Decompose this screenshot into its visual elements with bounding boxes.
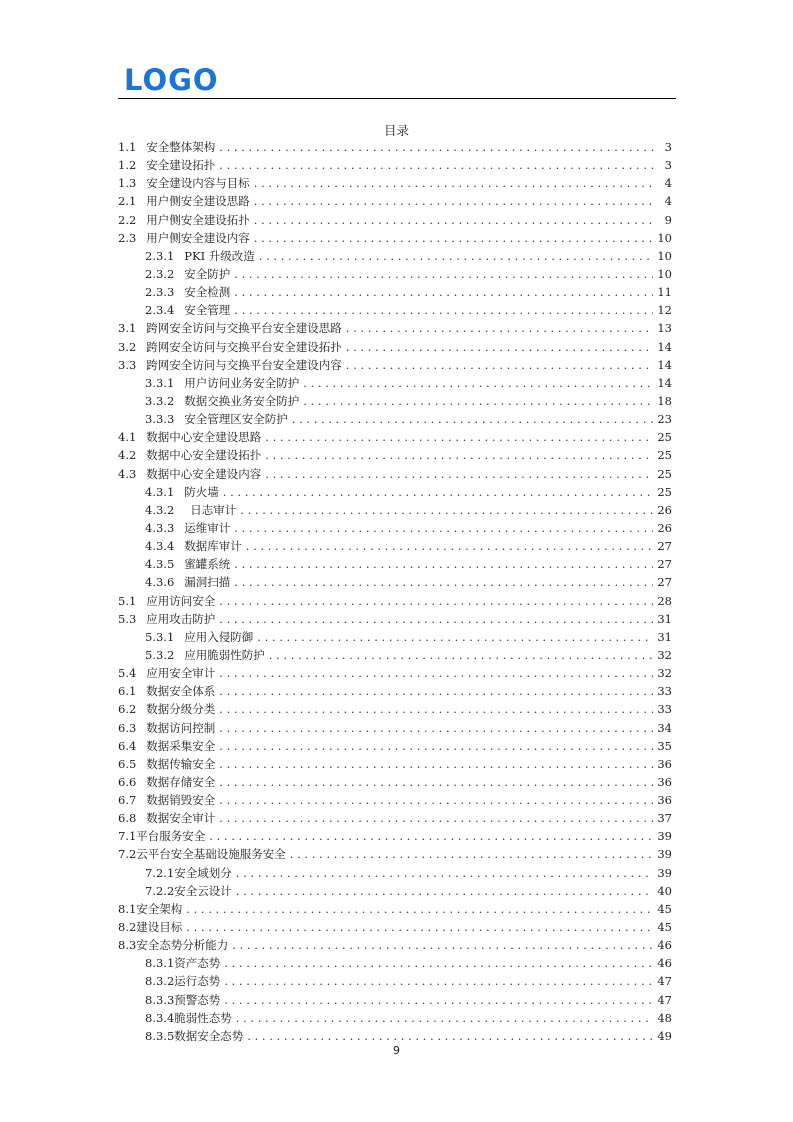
toc-entry[interactable] (118, 827, 676, 845)
toc-entry-title: 日志审计 (190, 502, 237, 517)
toc-entry-leader-dots (224, 991, 653, 1009)
toc-entry[interactable] (118, 1009, 676, 1027)
toc-entry-leader-dots (247, 1027, 653, 1045)
toc-entry-page: 25 (657, 466, 672, 481)
toc-entry-page: 33 (657, 684, 672, 699)
toc-entry-number: 6.2 (118, 702, 137, 717)
toc-entry-leader-dots (257, 628, 653, 646)
toc-entry-title: 安全架构 (136, 901, 183, 916)
toc-entry-number: 1.1 (118, 140, 137, 154)
toc-entry-leader-dots (236, 882, 654, 900)
toc-entry-leader-dots (223, 483, 654, 501)
toc-entry-number: 6.3 (118, 720, 137, 735)
toc-entry-leader-dots (254, 192, 654, 210)
toc-entry-page: 13 (657, 321, 672, 336)
toc-entry-page: 39 (657, 865, 672, 880)
toc-entry-title: 数据采集安全 (146, 738, 216, 753)
toc-entry-number: 1.2 (118, 158, 137, 173)
toc-entry-number: 2.3 (118, 230, 137, 245)
toc-entry-title: 安全管理区安全防护 (184, 412, 288, 427)
toc-entry-leader-dots (346, 356, 654, 374)
toc-entry-leader-dots (254, 211, 654, 229)
toc-entry[interactable] (118, 301, 676, 319)
toc-entry-leader-dots (224, 972, 653, 990)
toc-entry-page: 4 (664, 176, 672, 191)
toc-entry-title: 应用访问安全 (146, 593, 216, 608)
logo: LOGO (124, 63, 219, 97)
toc-entry-number: 2.3.2 (145, 266, 175, 281)
toc-entry-title: 安全整体架构 (146, 140, 216, 154)
toc-entry-title: 安全建设内容与目标 (146, 176, 250, 191)
toc-entry-number: 4.3.4 (145, 539, 175, 554)
toc-entry-page: 3 (664, 158, 672, 173)
toc-entry-leader-dots (236, 1009, 654, 1027)
toc-entry-number: 3.3 (118, 357, 137, 372)
toc-entry-title: 平台服务安全 (136, 829, 206, 844)
toc-entry[interactable] (118, 573, 676, 591)
toc-entry[interactable] (118, 954, 676, 972)
toc-entry[interactable] (118, 918, 676, 936)
toc-entry-page: 47 (657, 992, 672, 1007)
toc-entry[interactable] (118, 338, 676, 356)
toc-entry-title: 安全检测 (184, 285, 231, 300)
toc-entry-leader-dots (234, 573, 653, 591)
toc-entry-leader-dots (219, 592, 653, 610)
toc-entry-title: 数据安全审计 (146, 811, 216, 826)
toc-entry-number: 5.4 (118, 666, 137, 681)
toc-entry-page: 10 (657, 266, 672, 281)
toc-entry-number: 8.3.5 (145, 1028, 175, 1043)
toc-entry-title: 安全态势分析能力 (136, 938, 229, 953)
toc-entry-page: 32 (657, 666, 672, 681)
toc-entry-number: 4.3.3 (145, 520, 175, 535)
toc-entry-title: PKI 升级改造 (184, 248, 255, 263)
toc-entry-number: 5.3.1 (145, 629, 175, 644)
toc-entry-leader-dots (254, 174, 654, 192)
toc-entry-leader-dots (219, 138, 654, 156)
toc-entry-title: 蜜罐系统 (184, 557, 231, 572)
toc-entry[interactable] (118, 1027, 676, 1045)
toc-entry-leader-dots (303, 392, 653, 410)
toc-entry[interactable] (118, 809, 676, 827)
toc-entry-leader-dots (219, 156, 654, 174)
toc-entry-title: 应用脆弱性防护 (184, 647, 265, 662)
toc-entry-page: 10 (657, 230, 672, 245)
toc-entry-title: 数据传输安全 (146, 756, 216, 771)
toc-entry-number: 6.8 (118, 811, 137, 826)
toc-entry-leader-dots (303, 374, 653, 392)
toc-entry-title: 建设目标 (136, 920, 183, 935)
toc-entry-leader-dots (186, 918, 653, 936)
toc-entry[interactable] (118, 410, 676, 428)
toc-entry[interactable] (118, 991, 676, 1009)
toc-entry-page: 45 (657, 920, 672, 935)
toc-entry-page: 26 (657, 502, 672, 517)
toc-entry[interactable] (118, 265, 676, 283)
toc-entry-page: 27 (657, 557, 672, 572)
toc-entry-page: 26 (657, 520, 672, 535)
toc-entry[interactable] (118, 972, 676, 990)
toc-entry-page: 36 (657, 774, 672, 789)
toc-entry-leader-dots (246, 537, 654, 555)
toc-entry-leader-dots (219, 791, 653, 809)
table-of-contents (118, 138, 676, 1045)
toc-entry-leader-dots (234, 301, 653, 319)
toc-entry-title: 用户访问业务安全防护 (184, 375, 300, 390)
toc-entry-number: 3.3.3 (145, 412, 175, 427)
toc-entry-title: 数据分级分类 (146, 702, 216, 717)
toc-entry-title: 安全域划分 (174, 865, 232, 880)
toc-entry-page: 47 (657, 974, 672, 989)
toc-entry-leader-dots (259, 247, 654, 265)
toc-entry-page: 34 (657, 720, 672, 735)
toc-entry-page: 36 (657, 793, 672, 808)
toc-entry-title: 数据中心安全建设拓扑 (146, 448, 262, 463)
toc-entry-leader-dots (224, 954, 653, 972)
toc-entry[interactable] (118, 465, 676, 483)
toc-entry-leader-dots (290, 845, 654, 863)
toc-entry-title: 用户侧安全建设思路 (146, 194, 250, 209)
toc-entry-number: 3.1 (118, 321, 137, 336)
toc-entry-title: 防火墙 (184, 484, 219, 499)
toc-entry[interactable] (118, 900, 676, 918)
toc-entry-number: 5.3.2 (145, 647, 175, 662)
toc-entry[interactable] (118, 211, 676, 229)
toc-entry-number: 7.2 (118, 847, 137, 862)
toc-entry-number: 3.3.1 (145, 375, 175, 390)
toc-entry-leader-dots (265, 428, 653, 446)
toc-entry-title: 资产态势 (174, 956, 221, 971)
toc-entry-page: 14 (657, 357, 672, 372)
toc-entry-number: 4.3.2 (145, 502, 175, 517)
toc-entry-leader-dots (234, 283, 653, 301)
toc-entry[interactable] (118, 936, 676, 954)
toc-entry-number: 2.3.1 (145, 248, 175, 263)
toc-entry-leader-dots (292, 410, 654, 428)
toc-entry-leader-dots (254, 229, 654, 247)
toc-entry[interactable] (118, 319, 676, 337)
toc-entry-number: 7.2.1 (145, 865, 175, 880)
toc-entry-page: 27 (657, 539, 672, 554)
toc-entry-number: 6.1 (118, 684, 137, 699)
toc-entry-page: 40 (657, 883, 672, 898)
toc-entry-title: 数据安全体系 (146, 684, 216, 699)
toc-entry[interactable] (118, 247, 676, 265)
toc-entry-page: 14 (657, 375, 672, 390)
toc-entry-leader-dots (234, 555, 653, 573)
toc-entry-leader-dots (186, 900, 653, 918)
toc-entry[interactable] (118, 428, 676, 446)
toc-entry-number: 5.1 (118, 593, 137, 608)
toc-entry[interactable] (118, 737, 676, 755)
toc-entry-title: 数据中心安全建设内容 (146, 466, 262, 481)
toc-entry-title: 跨网安全访问与交换平台安全建设拓扑 (146, 339, 342, 354)
toc-entry-title: 数据存储安全 (146, 774, 216, 789)
toc-entry[interactable] (118, 864, 676, 882)
toc-entry-leader-dots (265, 465, 653, 483)
toc-entry[interactable] (118, 229, 676, 247)
toc-entry-page: 11 (657, 285, 672, 300)
toc-entry-page: 39 (657, 829, 672, 844)
toc-entry-title: 应用攻击防护 (146, 611, 216, 626)
toc-entry-number: 2.3.4 (145, 303, 175, 318)
toc-entry-leader-dots (265, 446, 653, 464)
toc-entry-page: 12 (657, 303, 672, 318)
toc-entry-number: 5.3 (118, 611, 137, 626)
toc-entry-leader-dots (219, 755, 653, 773)
toc-entry-number: 6.7 (118, 793, 137, 808)
toc-entry-number: 3.3.2 (145, 393, 175, 408)
toc-entry-leader-dots (346, 319, 654, 337)
toc-entry[interactable] (118, 791, 676, 809)
toc-entry-number: 2.1 (118, 194, 137, 209)
toc-entry-page: 18 (657, 393, 672, 408)
toc-entry[interactable] (118, 555, 676, 573)
toc-entry-leader-dots (219, 719, 653, 737)
toc-entry[interactable] (118, 374, 676, 392)
toc-entry-title: 数据中心安全建设思路 (146, 430, 262, 445)
toc-entry-title: 脆弱性态势 (174, 1010, 232, 1025)
toc-entry-page: 35 (657, 738, 672, 753)
toc-entry-page: 25 (657, 430, 672, 445)
toc-entry-number: 6.6 (118, 774, 137, 789)
toc-entry-leader-dots (219, 700, 653, 718)
toc-entry[interactable] (118, 446, 676, 464)
toc-entry-title: 数据交换业务安全防护 (184, 393, 300, 408)
toc-title: 目录 (383, 123, 409, 138)
toc-entry-page: 27 (657, 575, 672, 590)
toc-entry[interactable] (118, 664, 676, 682)
toc-entry-leader-dots (219, 664, 653, 682)
toc-entry[interactable] (118, 700, 676, 718)
toc-entry-page: 9 (664, 212, 672, 227)
toc-entry[interactable] (118, 845, 676, 863)
toc-entry-leader-dots (234, 519, 653, 537)
toc-entry[interactable] (118, 192, 676, 210)
toc-entry[interactable] (118, 646, 676, 664)
toc-entry-title: 安全建设拓扑 (146, 158, 216, 173)
toc-entry-number: 8.1 (118, 901, 137, 916)
toc-entry[interactable] (118, 283, 676, 301)
toc-entry-title: 运维审计 (184, 520, 231, 535)
toc-entry-title: 数据库审计 (184, 539, 242, 554)
toc-entry-title: 漏洞扫描 (184, 575, 231, 590)
toc-entry-page: 14 (657, 339, 672, 354)
toc-entry-page: 45 (657, 901, 672, 916)
toc-entry-leader-dots (346, 338, 654, 356)
toc-entry[interactable] (118, 610, 676, 628)
toc-entry-number: 8.3.2 (145, 974, 175, 989)
toc-entry-page: 25 (657, 448, 672, 463)
toc-entry-number: 7.2.2 (145, 883, 175, 898)
toc-entry-leader-dots (234, 265, 653, 283)
toc-entry-title: 安全云设计 (174, 883, 232, 898)
toc-entry-page: 33 (657, 702, 672, 717)
toc-entry-page: 31 (657, 629, 672, 644)
toc-entry-leader-dots (219, 737, 653, 755)
toc-entry[interactable] (118, 483, 676, 501)
toc-entry-page: 37 (657, 811, 672, 826)
toc-entry-number: 8.3.3 (145, 992, 175, 1007)
toc-entry-number: 6.5 (118, 756, 137, 771)
toc-entry-page: 3 (664, 140, 672, 154)
toc-entry-number: 2.3.3 (145, 285, 175, 300)
toc-entry-title: 跨网安全访问与交换平台安全建设思路 (146, 321, 342, 336)
toc-entry[interactable] (118, 501, 676, 519)
toc-entry-page: 46 (657, 956, 672, 971)
toc-entry-number: 7.1 (118, 829, 137, 844)
toc-entry[interactable] (118, 356, 676, 374)
toc-entry-page: 23 (657, 412, 672, 427)
toc-entry-number: 8.3 (118, 938, 137, 953)
toc-entry[interactable] (118, 882, 676, 900)
toc-entry-page: 49 (657, 1028, 672, 1043)
page-number: 9 (393, 1044, 400, 1057)
toc-entry-number: 4.3.6 (145, 575, 175, 590)
toc-entry-title: 用户侧安全建设拓扑 (146, 212, 250, 227)
toc-entry-page: 31 (657, 611, 672, 626)
toc-entry-number: 4.1 (118, 430, 137, 445)
toc-entry-title: 数据安全态势 (174, 1028, 244, 1043)
toc-entry-title: 应用入侵防御 (184, 629, 254, 644)
toc-entry-page: 46 (657, 938, 672, 953)
toc-entry-title: 用户侧安全建设内容 (146, 230, 250, 245)
toc-entry-leader-dots (219, 610, 653, 628)
toc-entry-leader-dots (269, 646, 654, 664)
toc-entry-title: 数据销毁安全 (146, 793, 216, 808)
toc-entry-number: 8.3.4 (145, 1010, 175, 1025)
toc-entry-leader-dots (209, 827, 653, 845)
toc-entry-number: 4.3.1 (145, 484, 175, 499)
toc-entry-title: 数据访问控制 (146, 720, 216, 735)
toc-entry-page: 4 (664, 194, 672, 209)
toc-entry[interactable] (118, 773, 676, 791)
toc-entry[interactable] (118, 138, 676, 156)
toc-entry[interactable] (118, 174, 676, 192)
toc-entry-title: 跨网安全访问与交换平台安全建设内容 (146, 357, 342, 372)
toc-entry-number: 8.3.1 (145, 956, 175, 971)
toc-entry-title: 安全管理 (184, 303, 231, 318)
toc-entry-leader-dots (219, 682, 653, 700)
toc-entry[interactable] (118, 755, 676, 773)
toc-entry[interactable] (118, 156, 676, 174)
toc-entry-number: 3.2 (118, 339, 137, 354)
toc-entry[interactable] (118, 719, 676, 737)
toc-entry-page: 10 (657, 248, 672, 263)
toc-entry-title: 云平台安全基础设施服务安全 (136, 847, 286, 862)
toc-entry-page: 36 (657, 756, 672, 771)
toc-entry[interactable] (118, 392, 676, 410)
toc-entry-title: 安全防护 (184, 266, 231, 281)
toc-entry-title: 应用安全审计 (146, 666, 216, 681)
toc-entry-page: 48 (657, 1010, 672, 1025)
toc-entry-number: 8.2 (118, 920, 137, 935)
toc-entry-number: 6.4 (118, 738, 137, 753)
toc-entry[interactable] (118, 519, 676, 537)
toc-entry-title: 运行态势 (174, 974, 221, 989)
toc-entry-page: 39 (657, 847, 672, 862)
toc-entry[interactable] (118, 592, 676, 610)
toc-entry-number: 2.2 (118, 212, 137, 227)
toc-entry-leader-dots (240, 501, 653, 519)
toc-entry-title: 预警态势 (174, 992, 221, 1007)
header-rule (118, 98, 676, 99)
toc-entry-leader-dots (232, 936, 653, 954)
toc-entry-number: 4.3 (118, 466, 137, 481)
toc-entry-page: 32 (657, 647, 672, 662)
toc-entry[interactable] (118, 628, 676, 646)
toc-entry[interactable] (118, 537, 676, 555)
toc-entry-leader-dots (236, 864, 654, 882)
toc-entry-leader-dots (219, 809, 653, 827)
toc-entry-page: 28 (657, 593, 672, 608)
toc-entry-number: 4.2 (118, 448, 137, 463)
toc-entry[interactable] (118, 682, 676, 700)
toc-entry-number: 1.3 (118, 176, 137, 191)
toc-entry-page: 25 (657, 484, 672, 499)
toc-entry-leader-dots (219, 773, 653, 791)
toc-entry-number: 4.3.5 (145, 557, 175, 572)
